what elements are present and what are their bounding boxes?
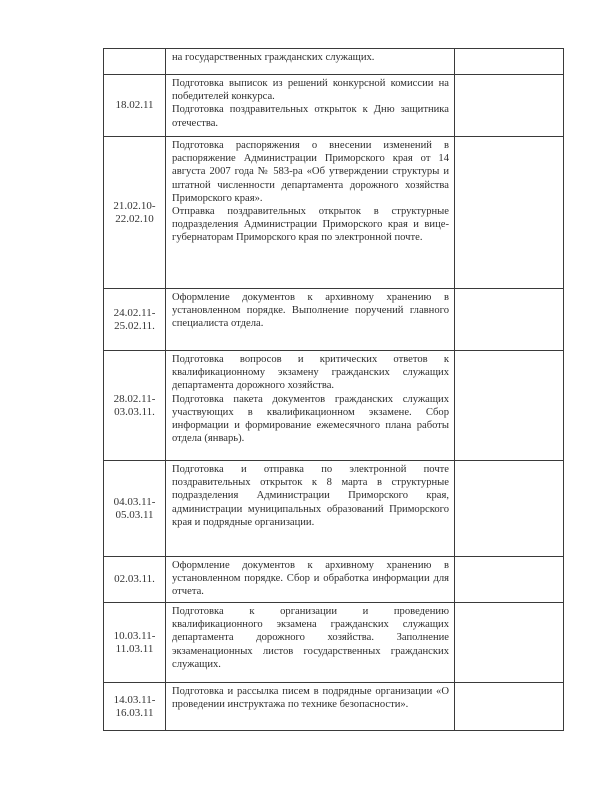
empty-cell — [455, 603, 564, 683]
description-text: Подготовка выписок из решений конкурсной комиссии на победителей конкурса. — [172, 78, 449, 103]
empty-cell — [455, 49, 564, 75]
date-cell — [104, 461, 166, 557]
description-text: на государственных гражданских служащих. — [172, 52, 375, 63]
date-cell — [104, 557, 166, 603]
description-text: Подготовка вопросов и критических ответов к квалификационному экзамену гражданских служащих департамента дорожного хозяйства. — [172, 354, 449, 392]
description-cell — [166, 137, 455, 289]
description-text: Оформление документов к архивному хранению в установленном порядке. Сбор и обработка информации для отчета. — [172, 560, 449, 598]
empty-cell — [455, 289, 564, 351]
date-from: 02.03.11. — [114, 573, 155, 585]
table-row — [104, 461, 564, 557]
date-cell — [104, 683, 166, 731]
description-cell — [166, 603, 455, 683]
date-to: 05.03.11 — [115, 508, 154, 521]
description-cell — [166, 49, 455, 75]
empty-cell — [455, 461, 564, 557]
date-from: 04.03.11- — [113, 495, 156, 508]
date-from: 18.02.11 — [115, 99, 154, 111]
date-cell — [104, 49, 166, 75]
date-cell — [104, 351, 166, 461]
date-from: 24.02.11- — [113, 306, 156, 319]
empty-cell — [455, 557, 564, 603]
empty-cell — [455, 137, 564, 289]
table-row — [104, 137, 564, 289]
date-from: 10.03.11- — [113, 629, 156, 642]
table-row — [104, 557, 564, 603]
description-cell — [166, 75, 455, 137]
table-row — [104, 603, 564, 683]
date-to: 25.02.11. — [114, 319, 155, 332]
table-row — [104, 683, 564, 731]
description-cell — [166, 289, 455, 351]
date-to: 11.03.11 — [115, 642, 154, 655]
date-to: 22.02.10 — [115, 212, 154, 225]
description-text: Подготовка поздравительных открыток к Дню защитника отечества. — [172, 104, 449, 129]
date-from: 28.02.11- — [113, 392, 156, 405]
table-row — [104, 289, 564, 351]
date-cell — [104, 137, 166, 289]
empty-cell — [455, 683, 564, 731]
description-text: Оформление документов к архивному хранению в установленном порядке. Выполнение поручений главного специалиста отдела. — [172, 292, 449, 330]
date-from: 21.02.10- — [113, 199, 156, 212]
table-row — [104, 75, 564, 137]
description-cell — [166, 683, 455, 731]
description-cell — [166, 351, 455, 461]
description-text: Отправка поздравительных открыток в структурные подразделения Администрации Приморского края и вице-губернаторам Приморского края по электронной почте. — [172, 206, 449, 244]
empty-cell — [455, 351, 564, 461]
description-text: Подготовка пакета документов гражданских служащих участвующих в квалификационном экзамене. Сбор информации и формирование ежемесячного плана работы отдела (январь). — [172, 393, 449, 445]
date-cell — [104, 289, 166, 351]
date-from: 14.03.11- — [113, 693, 156, 706]
date-cell — [104, 603, 166, 683]
description-cell — [166, 557, 455, 603]
table-row — [104, 351, 564, 461]
work-log-table — [103, 48, 564, 731]
description-text: Подготовка и отправка по электронной почте поздравительных открыток к 8 марта в структурные подразделения Администрации Приморского края, администрации муниципальных образований Приморского края и подрядные организации. — [172, 464, 449, 528]
date-to: 03.03.11. — [114, 405, 155, 418]
description-text: Подготовка и рассылка писем в подрядные организации «О проведении инструктажа по технике безопасности». — [172, 686, 449, 711]
date-cell — [104, 75, 166, 137]
date-to: 16.03.11 — [115, 706, 154, 719]
description-cell — [166, 461, 455, 557]
description-text: Подготовка к организации и проведению квалификационного экзамена гражданских служащих департамента дорожного хозяйства. Заполнение экзаменационных листов государственных гражданских служащих. — [172, 606, 449, 670]
empty-cell — [455, 75, 564, 137]
description-text: Подготовка распоряжения о внесении изменений в распоряжение Администрации Приморского края от 14 августа 2007 года № 583-ра «Об утверждении структуры и штатной численности департамента дорожного хозяйства Приморского края». — [172, 140, 449, 204]
table-row — [104, 49, 564, 75]
